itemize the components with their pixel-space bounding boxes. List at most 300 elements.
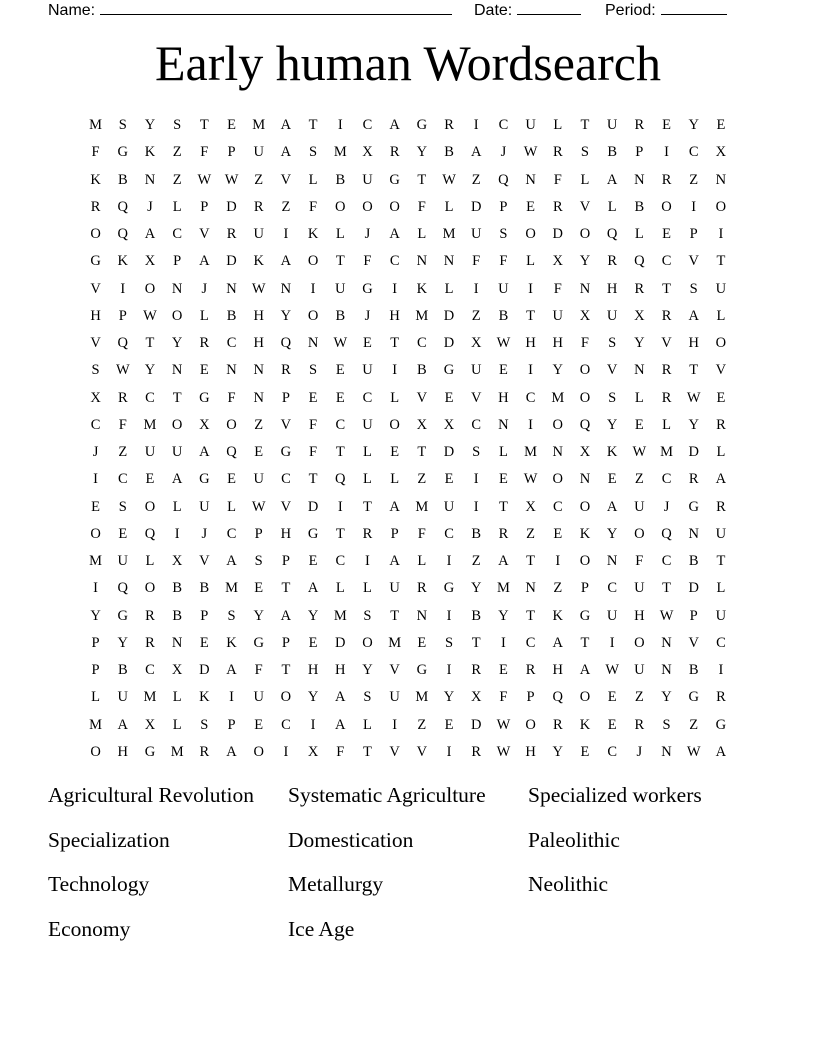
grid-letter[interactable]: R [716,416,726,433]
grid-letter[interactable]: O [634,525,645,542]
grid-letter[interactable]: U [171,444,183,461]
grid-letter[interactable]: A [199,253,210,270]
grid-letter[interactable]: U [606,117,618,134]
period-blank-line[interactable] [661,0,727,15]
grid-letter[interactable]: Q [661,525,672,542]
grid-letter[interactable]: U [634,498,645,515]
grid-letter[interactable]: K [307,226,319,243]
grid-letter[interactable]: E [254,580,264,597]
grid-letter[interactable]: E [335,362,345,379]
grid-letter[interactable]: C [145,389,155,406]
grid-letter[interactable]: S [363,607,372,624]
grid-letter[interactable]: O [579,226,591,243]
grid-letter[interactable]: C [525,389,536,406]
grid-letter[interactable]: S [309,362,318,379]
grid-letter[interactable]: E [716,389,726,406]
grid-letter[interactable]: D [199,662,210,679]
grid-letter[interactable]: E [254,716,264,733]
grid-letter[interactable]: R [226,226,237,243]
grid-letter[interactable]: A [715,471,727,488]
grid-letter[interactable]: O [144,580,156,597]
grid-letter[interactable]: O [552,471,564,488]
grid-letter[interactable]: G [199,389,210,406]
grid-letter[interactable]: I [392,362,398,379]
grid-letter[interactable]: X [144,716,156,733]
grid-letter[interactable]: V [280,416,292,433]
grid-letter[interactable]: Q [280,335,292,352]
grid-letter[interactable]: T [335,525,345,542]
grid-letter[interactable]: V [606,362,618,379]
grid-letter[interactable]: L [390,389,400,406]
grid-letter[interactable]: L [444,280,454,297]
grid-letter[interactable]: G [579,607,591,624]
grid-letter[interactable]: O [90,743,101,760]
grid-letter[interactable]: L [390,471,400,488]
grid-letter[interactable]: Z [471,171,481,188]
grid-letter[interactable]: B [498,307,509,324]
grid-letter[interactable]: A [226,553,237,570]
grid-letter[interactable]: V [715,362,727,379]
grid-letter[interactable]: L [417,226,427,243]
grid-letter[interactable]: T [716,253,726,270]
grid-letter[interactable]: D [443,335,455,352]
grid-letter[interactable]: M [89,117,103,134]
grid-letter[interactable]: Y [416,144,428,161]
grid-letter[interactable]: F [580,335,589,352]
grid-letter[interactable]: A [552,634,564,651]
grid-letter[interactable]: H [552,335,564,352]
grid-letter[interactable]: S [689,280,698,297]
grid-letter[interactable]: E [444,471,454,488]
grid-letter[interactable]: H [552,662,564,679]
grid-letter[interactable]: P [173,253,182,270]
grid-letter[interactable]: U [634,580,645,597]
grid-letter[interactable]: W [251,280,266,297]
grid-letter[interactable]: Z [417,716,427,733]
grid-letter[interactable]: B [117,171,128,188]
grid-letter[interactable]: H [90,307,101,324]
grid-letter[interactable]: E [662,226,671,243]
grid-letter[interactable]: L [145,553,155,570]
grid-letter[interactable]: C [389,253,400,270]
grid-letter[interactable]: I [473,498,479,515]
date-blank-line[interactable] [517,0,581,15]
grid-letter[interactable]: O [579,553,591,570]
grid-letter[interactable]: T [390,607,400,624]
grid-letter[interactable]: D [226,253,237,270]
grid-letter[interactable]: Q [498,171,509,188]
grid-letter[interactable]: A [389,498,400,515]
grid-letter[interactable]: E [580,743,590,760]
grid-letter[interactable]: N [661,634,672,651]
grid-letter[interactable]: O [634,634,645,651]
grid-letter[interactable]: R [253,198,264,215]
grid-letter[interactable]: R [471,662,482,679]
grid-letter[interactable]: I [718,662,724,679]
grid-letter[interactable]: I [528,416,534,433]
grid-letter[interactable]: F [336,743,345,760]
grid-letter[interactable]: Q [606,226,618,243]
grid-letter[interactable]: X [525,498,536,515]
grid-letter[interactable]: W [686,743,701,760]
grid-letter[interactable]: I [93,580,99,597]
grid-letter[interactable]: T [390,335,400,352]
grid-letter[interactable]: O [362,198,373,215]
grid-letter[interactable]: D [307,498,319,515]
grid-letter[interactable]: A [280,607,292,624]
grid-letter[interactable]: I [283,226,289,243]
grid-letter[interactable]: X [470,689,482,706]
grid-letter[interactable]: C [90,416,101,433]
grid-letter[interactable]: I [446,743,452,760]
grid-letter[interactable]: S [363,689,372,706]
grid-letter[interactable]: R [661,362,672,379]
grid-letter[interactable]: N [253,362,264,379]
grid-letter[interactable]: Z [553,580,563,597]
grid-letter[interactable]: N [226,362,237,379]
grid-letter[interactable]: L [553,117,563,134]
grid-letter[interactable]: O [335,198,346,215]
grid-letter[interactable]: Z [281,198,291,215]
grid-letter[interactable]: E [199,634,209,651]
grid-letter[interactable]: M [551,389,565,406]
grid-letter[interactable]: K [144,144,156,161]
grid-letter[interactable]: A [579,662,591,679]
grid-letter[interactable]: Y [498,607,509,624]
grid-letter[interactable]: U [715,525,727,542]
grid-letter[interactable]: G [389,171,400,188]
grid-letter[interactable]: R [471,743,482,760]
grid-letter[interactable]: I [446,553,452,570]
grid-letter[interactable]: B [172,580,182,597]
grid-letter[interactable]: G [117,607,129,624]
grid-letter[interactable]: S [118,498,127,515]
grid-letter[interactable]: P [499,198,508,215]
grid-letter[interactable]: E [444,389,454,406]
grid-letter[interactable]: O [90,226,101,243]
grid-letter[interactable]: M [333,607,347,624]
grid-letter[interactable]: W [224,171,239,188]
grid-letter[interactable]: P [635,144,644,161]
grid-letter[interactable]: R [281,362,291,379]
grid-letter[interactable]: P [118,307,127,324]
grid-letter[interactable]: W [523,144,538,161]
grid-letter[interactable]: E [91,498,101,515]
grid-letter[interactable]: T [580,634,590,651]
grid-letter[interactable]: E [607,471,617,488]
grid-letter[interactable]: B [335,171,346,188]
grid-letter[interactable]: M [89,553,103,570]
grid-letter[interactable]: A [470,144,482,161]
grid-letter[interactable]: L [227,498,236,515]
grid-letter[interactable]: S [118,117,127,134]
grid-letter[interactable]: X [90,389,101,406]
grid-letter[interactable]: E [199,362,209,379]
grid-letter[interactable]: N [307,335,319,352]
grid-letter[interactable]: O [715,198,727,215]
grid-letter[interactable]: A [144,226,156,243]
grid-letter[interactable]: M [388,634,402,651]
grid-letter[interactable]: S [173,117,182,134]
grid-letter[interactable]: C [362,117,373,134]
grid-letter[interactable]: E [227,117,236,134]
grid-letter[interactable]: Z [172,171,182,188]
grid-letter[interactable]: F [472,253,481,270]
grid-letter[interactable]: U [634,662,645,679]
grid-letter[interactable]: K [579,716,591,733]
grid-letter[interactable]: M [143,416,157,433]
grid-letter[interactable]: U [470,362,482,379]
grid-letter[interactable]: F [91,144,100,161]
grid-letter[interactable]: T [526,607,536,624]
grid-letter[interactable]: B [688,662,699,679]
grid-letter[interactable]: T [363,743,372,760]
grid-letter[interactable]: B [444,144,454,161]
grid-letter[interactable]: T [308,471,318,488]
grid-letter[interactable]: O [579,689,591,706]
grid-letter[interactable]: K [117,253,129,270]
grid-letter[interactable]: L [335,226,345,243]
grid-letter[interactable]: N [525,171,536,188]
grid-letter[interactable]: P [200,198,209,215]
grid-letter[interactable]: R [552,716,563,733]
grid-letter[interactable]: L [634,389,644,406]
grid-letter[interactable]: B [634,198,645,215]
grid-letter[interactable]: D [552,226,564,243]
grid-letter[interactable]: F [363,253,372,270]
grid-letter[interactable]: Z [254,171,264,188]
grid-letter[interactable]: O [362,634,373,651]
grid-letter[interactable]: N [688,525,699,542]
grid-letter[interactable]: Q [552,689,564,706]
grid-letter[interactable]: C [335,416,346,433]
grid-letter[interactable]: N [715,171,727,188]
grid-letter[interactable]: V [579,198,591,215]
grid-letter[interactable]: J [364,226,371,243]
grid-letter[interactable]: R [199,743,210,760]
grid-letter[interactable]: I [392,280,398,297]
grid-letter[interactable]: I [365,553,370,570]
grid-letter[interactable]: C [661,553,672,570]
grid-letter[interactable]: Z [254,416,264,433]
grid-letter[interactable]: W [632,444,647,461]
grid-letter[interactable]: Z [471,553,481,570]
grid-letter[interactable]: X [171,662,183,679]
grid-letter[interactable]: R [498,525,509,542]
grid-letter[interactable]: F [499,253,508,270]
grid-letter[interactable]: R [145,607,155,624]
grid-letter[interactable]: H [606,280,618,297]
grid-letter[interactable]: T [580,117,590,134]
grid-letter[interactable]: O [525,716,536,733]
grid-letter[interactable]: O [389,416,400,433]
grid-letter[interactable]: Y [144,362,156,379]
grid-letter[interactable]: M [143,689,157,706]
grid-letter[interactable]: X [307,743,319,760]
grid-letter[interactable]: E [308,389,318,406]
grid-letter[interactable]: A [498,553,509,570]
grid-letter[interactable]: L [308,171,318,188]
grid-letter[interactable]: X [416,416,428,433]
grid-letter[interactable]: Y [280,307,292,324]
grid-letter[interactable]: I [473,471,479,488]
grid-letter[interactable]: G [90,253,101,270]
grid-letter[interactable]: N [416,607,428,624]
grid-letter[interactable]: R [634,117,645,134]
grid-letter[interactable]: Q [117,198,129,215]
grid-letter[interactable]: D [226,198,237,215]
grid-letter[interactable]: J [500,144,507,161]
grid-letter[interactable]: S [227,607,236,624]
grid-letter[interactable]: W [496,335,511,352]
grid-letter[interactable]: I [473,117,479,134]
grid-letter[interactable]: H [253,335,264,352]
grid-letter[interactable]: O [307,307,319,324]
grid-letter[interactable]: M [496,580,510,597]
grid-letter[interactable]: F [254,662,263,679]
grid-letter[interactable]: C [471,416,482,433]
grid-letter[interactable]: L [716,444,726,461]
grid-letter[interactable]: B [117,662,128,679]
grid-letter[interactable]: T [308,117,318,134]
grid-letter[interactable]: F [118,416,127,433]
grid-letter[interactable]: Q [579,416,591,433]
grid-letter[interactable]: B [688,553,699,570]
grid-letter[interactable]: L [363,444,372,461]
grid-letter[interactable]: M [252,117,266,134]
grid-letter[interactable]: Y [606,416,618,433]
grid-letter[interactable]: C [688,144,699,161]
grid-letter[interactable]: U [498,280,509,297]
grid-letter[interactable]: T [417,444,427,461]
grid-letter[interactable]: C [145,662,155,679]
grid-letter[interactable]: Y [606,525,618,542]
grid-letter[interactable]: Y [90,607,101,624]
grid-letter[interactable]: M [660,444,673,461]
grid-letter[interactable]: U [470,226,482,243]
grid-letter[interactable]: L [607,198,617,215]
grid-letter[interactable]: R [716,498,726,515]
grid-letter[interactable]: H [498,389,509,406]
grid-letter[interactable]: R [552,198,563,215]
grid-letter[interactable]: E [118,525,128,542]
grid-letter[interactable]: T [335,253,345,270]
grid-letter[interactable]: P [281,389,290,406]
grid-letter[interactable]: U [144,444,156,461]
grid-letter[interactable]: C [552,498,563,515]
grid-letter[interactable]: P [689,226,698,243]
grid-letter[interactable]: R [525,662,536,679]
grid-letter[interactable]: A [199,444,210,461]
grid-letter[interactable]: G [688,689,699,706]
grid-letter[interactable]: N [634,171,645,188]
grid-letter[interactable]: W [442,171,456,188]
grid-letter[interactable]: E [634,416,644,433]
grid-letter[interactable]: W [197,171,212,188]
grid-letter[interactable]: A [389,553,400,570]
grid-letter[interactable]: Y [552,362,564,379]
grid-letter[interactable]: P [254,525,263,542]
grid-letter[interactable]: G [199,471,210,488]
grid-letter[interactable]: R [661,307,672,324]
grid-letter[interactable]: R [661,389,672,406]
grid-letter[interactable]: D [443,444,455,461]
grid-letter[interactable]: U [117,689,129,706]
grid-letter[interactable]: W [659,607,674,624]
grid-letter[interactable]: U [606,307,618,324]
grid-letter[interactable]: S [499,226,508,243]
grid-letter[interactable]: C [417,335,427,352]
grid-letter[interactable]: U [552,307,564,324]
grid-letter[interactable]: Y [661,689,672,706]
grid-letter[interactable]: I [310,716,316,733]
grid-letter[interactable]: T [199,117,209,134]
grid-letter[interactable]: I [337,498,343,515]
grid-letter[interactable]: M [415,307,429,324]
grid-letter[interactable]: I [718,226,724,243]
grid-letter[interactable]: D [470,716,482,733]
grid-letter[interactable]: F [227,389,236,406]
grid-letter[interactable]: B [471,607,482,624]
grid-letter[interactable]: A [226,662,237,679]
grid-letter[interactable]: L [417,553,427,570]
grid-letter[interactable]: H [634,607,645,624]
grid-letter[interactable]: X [579,307,591,324]
grid-letter[interactable]: G [416,117,428,134]
grid-letter[interactable]: I [229,689,234,706]
grid-letter[interactable]: S [254,553,263,570]
grid-letter[interactable]: F [417,525,426,542]
grid-letter[interactable]: B [335,307,346,324]
grid-letter[interactable]: O [661,198,672,215]
grid-letter[interactable]: K [579,525,591,542]
grid-letter[interactable]: Y [688,117,699,134]
grid-letter[interactable]: Z [526,525,536,542]
grid-letter[interactable]: E [607,689,617,706]
grid-letter[interactable]: H [525,335,536,352]
grid-letter[interactable]: Z [172,144,182,161]
grid-letter[interactable]: O [307,253,319,270]
grid-letter[interactable]: C [335,553,346,570]
grid-letter[interactable]: X [144,253,156,270]
grid-letter[interactable]: K [552,607,564,624]
grid-letter[interactable]: A [688,307,699,324]
grid-letter[interactable]: C [362,389,373,406]
grid-letter[interactable]: N [661,743,672,760]
grid-letter[interactable]: J [147,198,153,215]
grid-letter[interactable]: A [606,498,618,515]
grid-letter[interactable]: M [442,226,456,243]
grid-letter[interactable]: V [280,498,292,515]
grid-letter[interactable]: O [280,689,292,706]
grid-letter[interactable]: R [117,389,128,406]
grid-letter[interactable]: T [145,335,155,352]
grid-letter[interactable]: L [716,307,726,324]
grid-letter[interactable]: C [226,335,237,352]
grid-letter[interactable]: L [498,444,508,461]
grid-letter[interactable]: C [716,634,726,651]
grid-letter[interactable]: U [253,226,264,243]
grid-letter[interactable]: R [145,634,155,651]
grid-letter[interactable]: U [389,580,400,597]
grid-letter[interactable]: Z [689,171,699,188]
grid-letter[interactable]: F [635,553,644,570]
grid-letter[interactable]: I [283,743,289,760]
grid-letter[interactable]: H [525,743,536,760]
grid-letter[interactable]: Y [307,607,319,624]
grid-letter[interactable]: A [171,471,183,488]
grid-letter[interactable]: K [199,689,210,706]
